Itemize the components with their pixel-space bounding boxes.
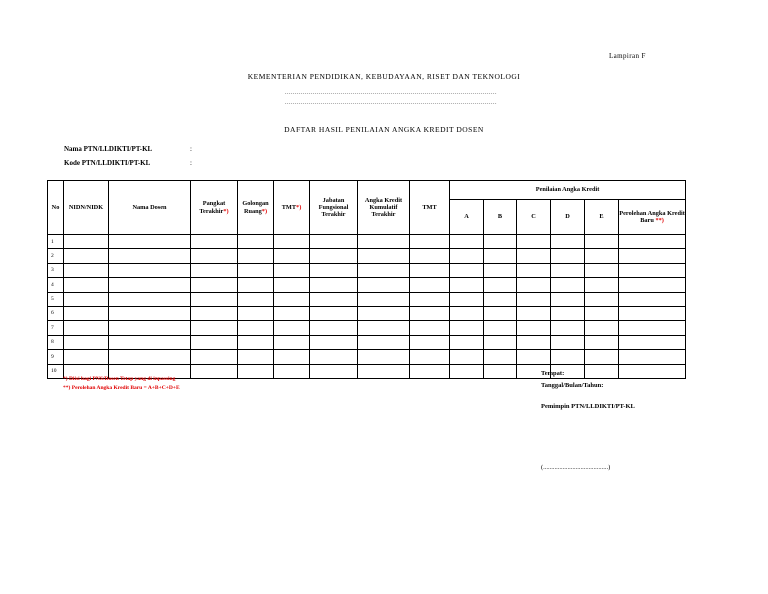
table-cell bbox=[310, 263, 358, 277]
table-cell bbox=[619, 292, 686, 306]
table-cell bbox=[585, 249, 619, 263]
table-cell bbox=[358, 292, 410, 306]
field-label-kode-pt: Kode PTN/LLDIKTI/PT-KL bbox=[64, 159, 151, 167]
table-cell bbox=[274, 306, 310, 320]
row-number: 5 bbox=[48, 292, 64, 306]
table-cell bbox=[238, 263, 274, 277]
table-cell bbox=[410, 235, 450, 249]
footnote-inpassing: *) Diisi bagi PNS/Dosen Tetap yang di inpassing bbox=[63, 376, 176, 382]
signature-place: Tempat: bbox=[541, 370, 565, 377]
footnote-formula: **) Perolehan Angka Kredit Baru = A+B+C+D+E bbox=[63, 385, 180, 391]
table-cell bbox=[358, 235, 410, 249]
table-cell bbox=[358, 306, 410, 320]
table-cell bbox=[551, 292, 585, 306]
table-cell bbox=[64, 306, 109, 320]
col-header-penilaian: Penilaian Angka Kredit bbox=[450, 181, 686, 200]
row-number: 8 bbox=[48, 335, 64, 349]
table-cell bbox=[109, 292, 191, 306]
field-colon-nama-pt: : bbox=[190, 145, 192, 153]
table-cell bbox=[410, 350, 450, 364]
table-cell bbox=[450, 235, 484, 249]
table-cell bbox=[585, 335, 619, 349]
table-cell bbox=[450, 292, 484, 306]
table-cell bbox=[410, 292, 450, 306]
table-cell bbox=[410, 249, 450, 263]
table-cell bbox=[517, 335, 551, 349]
row-number: 2 bbox=[48, 249, 64, 263]
table-cell bbox=[274, 364, 310, 378]
table-cell bbox=[484, 278, 517, 292]
table-cell bbox=[619, 364, 686, 378]
table-cell bbox=[191, 235, 238, 249]
table-cell bbox=[619, 278, 686, 292]
row-number: 7 bbox=[48, 321, 64, 335]
document-title: DAFTAR HASIL PENILAIAN ANGKA KREDIT DOSEN bbox=[284, 125, 484, 134]
table-cell bbox=[619, 350, 686, 364]
table-cell bbox=[619, 249, 686, 263]
table-cell bbox=[358, 350, 410, 364]
table-cell bbox=[109, 235, 191, 249]
row-number: 10 bbox=[48, 364, 64, 378]
table-cell bbox=[191, 350, 238, 364]
table-cell bbox=[274, 350, 310, 364]
table-cell bbox=[484, 306, 517, 320]
attachment-label: Lampiran F bbox=[609, 52, 646, 60]
table-cell bbox=[64, 263, 109, 277]
table-cell bbox=[450, 263, 484, 277]
table-cell bbox=[484, 292, 517, 306]
table-cell bbox=[585, 321, 619, 335]
col-header-d: D bbox=[551, 200, 585, 235]
table-cell bbox=[619, 335, 686, 349]
table-cell bbox=[450, 364, 484, 378]
table-cell bbox=[551, 249, 585, 263]
table-cell bbox=[109, 321, 191, 335]
table-cell bbox=[450, 335, 484, 349]
table-cell bbox=[310, 306, 358, 320]
table-cell bbox=[484, 235, 517, 249]
table-cell bbox=[358, 364, 410, 378]
table-cell bbox=[551, 335, 585, 349]
table-cell bbox=[64, 335, 109, 349]
table-row bbox=[48, 321, 686, 335]
table-row bbox=[48, 335, 686, 349]
table-cell bbox=[191, 335, 238, 349]
table-cell bbox=[551, 306, 585, 320]
table-cell bbox=[619, 235, 686, 249]
table-cell bbox=[191, 278, 238, 292]
table-cell bbox=[310, 249, 358, 263]
table-cell bbox=[64, 292, 109, 306]
table-cell bbox=[517, 306, 551, 320]
table-row bbox=[48, 263, 686, 277]
col-header-pangkat: Pangkat Terakhir*) bbox=[191, 181, 238, 235]
table-cell bbox=[410, 321, 450, 335]
table-cell bbox=[238, 350, 274, 364]
table-cell bbox=[274, 278, 310, 292]
table-cell bbox=[274, 335, 310, 349]
table-cell bbox=[274, 235, 310, 249]
table-cell bbox=[551, 235, 585, 249]
table-cell bbox=[310, 364, 358, 378]
table-cell bbox=[238, 278, 274, 292]
table-cell bbox=[274, 321, 310, 335]
col-header-c: C bbox=[517, 200, 551, 235]
table-cell bbox=[585, 235, 619, 249]
table-cell bbox=[517, 278, 551, 292]
col-header-golongan: Golongan Ruang*) bbox=[238, 181, 274, 235]
table-cell bbox=[585, 263, 619, 277]
table-cell bbox=[619, 263, 686, 277]
row-number: 3 bbox=[48, 263, 64, 277]
table-cell bbox=[358, 321, 410, 335]
table-cell bbox=[585, 292, 619, 306]
table-cell bbox=[551, 263, 585, 277]
col-header-b: B bbox=[484, 200, 517, 235]
row-number: 1 bbox=[48, 235, 64, 249]
table-cell bbox=[585, 278, 619, 292]
table-cell bbox=[64, 235, 109, 249]
table-cell bbox=[310, 235, 358, 249]
table-cell bbox=[64, 321, 109, 335]
col-header-perolehan: Perolehan Angka Kredit Baru **) bbox=[619, 200, 686, 235]
col-header-no: No bbox=[48, 181, 64, 235]
table-cell bbox=[274, 263, 310, 277]
dotted-line-1: .......................................................................................................... bbox=[285, 90, 497, 96]
table-cell bbox=[410, 263, 450, 277]
table-cell bbox=[310, 350, 358, 364]
col-header-angka-kredit: Angka Kredit Kumulatif Terakhir bbox=[358, 181, 410, 235]
table-cell bbox=[310, 278, 358, 292]
table-cell bbox=[585, 364, 619, 378]
table-cell bbox=[109, 350, 191, 364]
table-cell bbox=[191, 321, 238, 335]
table-cell bbox=[238, 306, 274, 320]
table-cell bbox=[191, 306, 238, 320]
table-row bbox=[48, 292, 686, 306]
table-cell bbox=[619, 321, 686, 335]
table-cell bbox=[484, 249, 517, 263]
table-row bbox=[48, 278, 686, 292]
table-cell bbox=[450, 321, 484, 335]
dotted-line-2: .......................................................................................................... bbox=[285, 100, 497, 106]
signature-date: Tanggal/Bulan/Tahun: bbox=[541, 382, 604, 389]
table-cell bbox=[274, 292, 310, 306]
col-header-tmt-2: TMT bbox=[410, 181, 450, 235]
row-number: 6 bbox=[48, 306, 64, 320]
table-cell bbox=[450, 278, 484, 292]
table-cell bbox=[109, 306, 191, 320]
field-colon-kode-pt: : bbox=[190, 159, 192, 167]
table-cell bbox=[64, 249, 109, 263]
table-cell bbox=[358, 263, 410, 277]
table-cell bbox=[109, 249, 191, 263]
table-cell bbox=[484, 263, 517, 277]
col-header-e: E bbox=[585, 200, 619, 235]
table-cell bbox=[517, 235, 551, 249]
table-cell bbox=[238, 249, 274, 263]
table-cell bbox=[410, 306, 450, 320]
table-cell bbox=[310, 335, 358, 349]
table-cell bbox=[450, 350, 484, 364]
table-cell bbox=[484, 321, 517, 335]
table-row bbox=[48, 235, 686, 249]
signature-title: Pemimpin PTN/LLDIKTI/PT-KL bbox=[541, 403, 635, 410]
table-row bbox=[48, 249, 686, 263]
table-cell bbox=[517, 249, 551, 263]
table-cell bbox=[410, 278, 450, 292]
table-cell bbox=[109, 335, 191, 349]
table-cell bbox=[585, 306, 619, 320]
table-cell bbox=[517, 263, 551, 277]
table-cell bbox=[238, 235, 274, 249]
col-header-a: A bbox=[450, 200, 484, 235]
table-cell bbox=[358, 335, 410, 349]
table-cell bbox=[551, 278, 585, 292]
table-cell bbox=[551, 350, 585, 364]
table-cell bbox=[238, 364, 274, 378]
table-cell bbox=[191, 249, 238, 263]
table-cell bbox=[551, 321, 585, 335]
field-label-nama-pt: Nama PTN/LLDIKTI/PT-KL bbox=[64, 145, 153, 153]
table-cell bbox=[274, 249, 310, 263]
table-cell bbox=[64, 350, 109, 364]
table-cell bbox=[410, 335, 450, 349]
table-cell bbox=[450, 306, 484, 320]
row-number: 9 bbox=[48, 350, 64, 364]
table-row bbox=[48, 306, 686, 320]
table-cell bbox=[585, 350, 619, 364]
table-cell bbox=[450, 249, 484, 263]
table-cell bbox=[484, 335, 517, 349]
table-cell bbox=[517, 292, 551, 306]
table-cell bbox=[109, 278, 191, 292]
table-cell bbox=[484, 350, 517, 364]
table-cell bbox=[410, 364, 450, 378]
signature-name-line: (........................................) bbox=[541, 464, 611, 471]
table-cell bbox=[517, 321, 551, 335]
col-header-nama-dosen: Nama Dosen bbox=[109, 181, 191, 235]
col-header-jabatan: Jabatan Fungsional Terakhir bbox=[310, 181, 358, 235]
table-cell bbox=[191, 364, 238, 378]
table-cell bbox=[358, 278, 410, 292]
table-cell bbox=[109, 263, 191, 277]
table-cell bbox=[310, 321, 358, 335]
row-number: 4 bbox=[48, 278, 64, 292]
table-cell bbox=[238, 292, 274, 306]
col-header-tmt-1: TMT*) bbox=[274, 181, 310, 235]
table-cell bbox=[238, 335, 274, 349]
assessment-table bbox=[47, 180, 686, 379]
table-cell bbox=[64, 278, 109, 292]
table-cell bbox=[191, 263, 238, 277]
table-cell bbox=[310, 292, 358, 306]
table-row bbox=[48, 350, 686, 364]
col-header-nidn: NIDN/NIDK bbox=[64, 181, 109, 235]
ministry-heading: KEMENTERIAN PENDIDIKAN, KEBUDAYAAN, RISET DAN TEKNOLOGI bbox=[247, 72, 521, 81]
table-cell bbox=[238, 321, 274, 335]
table-cell bbox=[619, 306, 686, 320]
table-cell bbox=[517, 350, 551, 364]
table-cell bbox=[191, 292, 238, 306]
table-cell bbox=[484, 364, 517, 378]
table-cell bbox=[358, 249, 410, 263]
